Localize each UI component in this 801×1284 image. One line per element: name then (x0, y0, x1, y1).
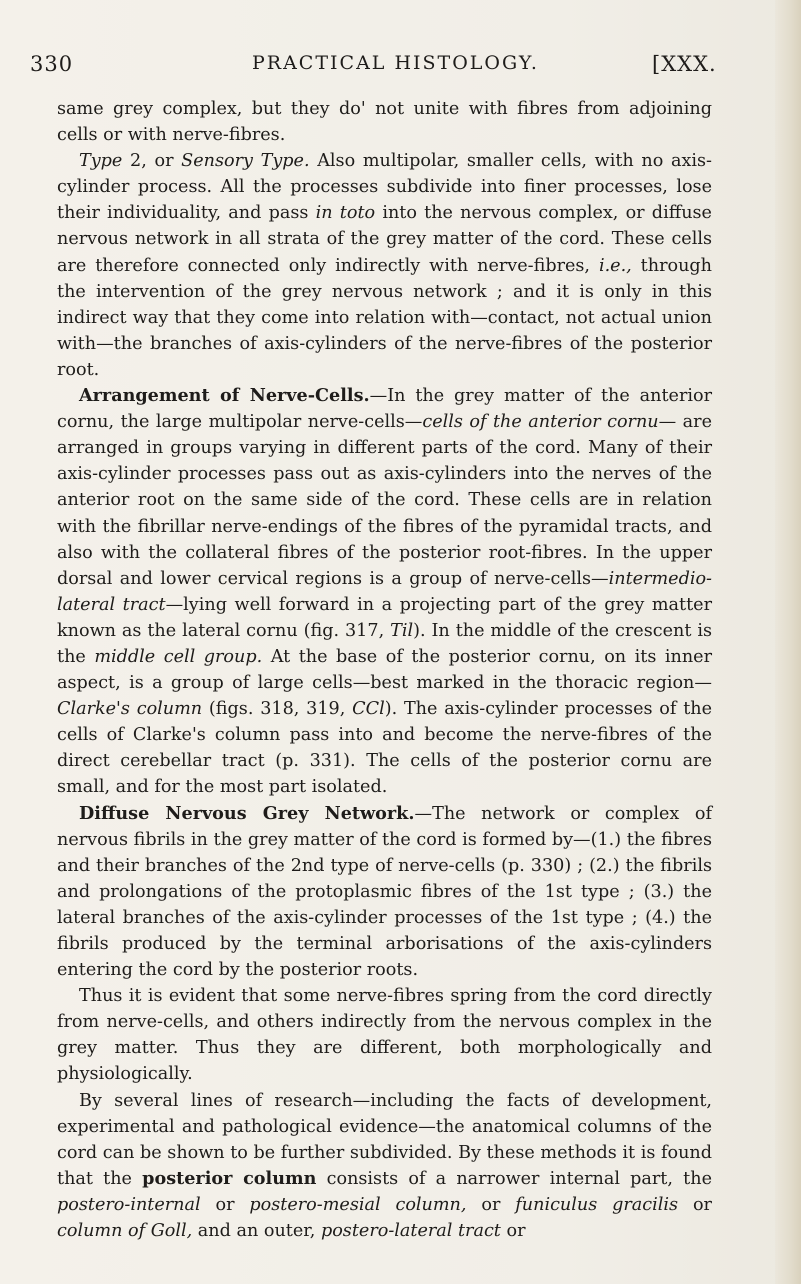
paragraph-continuation: same grey complex, but they do' not unite with fibres from adjoining cells or with nerve-fibres. (57, 99, 712, 146)
running-title: PRACTICAL HISTOLOGY. (252, 52, 539, 74)
page-edge (775, 0, 801, 1284)
heading-diffuse-network: Diffuse Nervous Grey Network. (79, 802, 415, 824)
paragraph-sensory-type: Type 2, or Sensory Type. Also multipolar, smaller cells, with no axis-cylinder process. All the processes subdivide into finer processes, lose their individuality, and pass in toto into the nervous complex, or diffuse nervous network in all strata of the grey matter of the cord. These cells are therefore connected only indirectly with nerve-fibres, i.e., through the intervention of the grey nervous network ; and it is only in this indirect way that they come into relation with—contact, not actual union with—the branches of axis-cylinders of the nerve-fibres of the posterior root. (57, 151, 712, 380)
paragraph-research: By several lines of research—including the facts of development, experimental and pathological evidence—the anatomical columns of the cord can be shown to be further subdivided. By these methods it is found that the posterior column consists of a narrower internal part, the postero-internal or postero-mesial column, or funiculus gracilis or column of Goll, and an outer, postero-lateral tract or (57, 1090, 712, 1242)
heading-arrangement: Arrangement of Nerve-Cells. (79, 385, 370, 407)
page-number: 330 (30, 52, 74, 76)
paragraph-evident: Thus it is evident that some nerve-fibres spring from the cord directly from nerve-cells, and others indirectly from the nervous complex in the grey matter. Thus they are different, both morphologically and physiologically. (57, 986, 712, 1085)
paragraph-arrangement: Arrangement of Nerve-Cells.—In the grey matter of the anterior cornu, the large multipolar nerve-cells—cells of the anterior cornu— are arranged in groups varying in different parts of the cord. Many of their axis-cylinder processes pass out as axis-cylinders into the nerves of the anterior root on the same side of the cord. These cells are in relation with the fibrillar nerve-endings of the fibres of the pyramidal tracts, and also with the collateral fibres of the posterior root-fibres. In the upper dorsal and lower cervical regions is a group of nerve-cells—intermedio-lateral tract—lying well forward in a projecting part of the grey matter known as the lateral cornu (fig. 317, Til). In the middle of the crescent is the middle cell group. At the base of the posterior cornu, on its inner aspect, is a group of large cells—best marked in the thoracic region— Clarke's column (figs. 318, 319, CCl). The axis-cylinder processes of the cells of Clarke's column pass into and become the nerve-fibres of the direct cerebellar tract (p. 331). The cells of the posterior cornu are small, and for the most part isolated. (57, 385, 713, 798)
paragraph-diffuse-network: Diffuse Nervous Grey Network.—The network or complex of nervous fibrils in the grey matter of the cord is formed by—(1.) the fibres and their branches of the 2nd type of nerve-cells (p. 330) ; (2.) the fibrils and prolongations of the protoplasmic fibres of the 1st type ; (3.) the lateral branches of the axis-cylinder processes of the 1st type ; (4.) the fibrils produced by the terminal arborisations of the axis-cylinders entering the cord by the posterior roots. (57, 802, 712, 981)
section-marker: [XXX. (652, 52, 717, 76)
body-text (57, 96, 712, 1244)
page-header (30, 52, 730, 82)
